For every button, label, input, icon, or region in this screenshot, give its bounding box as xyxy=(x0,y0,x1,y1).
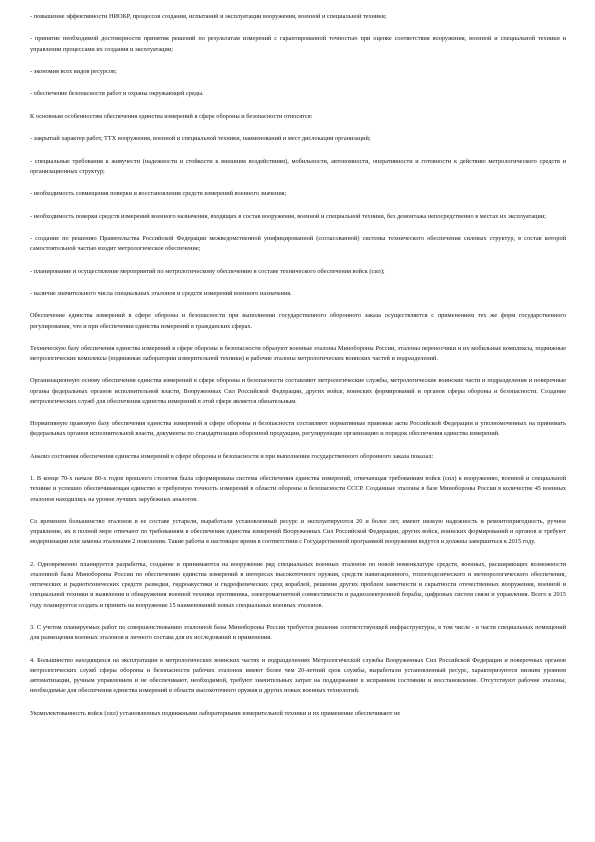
paragraph-bullet-verification-restoration: - необходимость совмещения поверки и восстановления средств измерений военного значения; xyxy=(30,190,287,198)
paragraph-item-2: 2. Одновременно планируется разработка, создание и принимаются на вооружение ряд специальных военных эталонов по новой номенклатуре средств, военных, расширяющих возможности эталонной базы Минобороны России по обеспечению единства измерений в интересах высокоточного оружия, средств навигационного, топогеодезического и метеорологического обеспечения, оптических и радиотехнических средств разведки, гидроакустики и гидрофизических сред кораблей, решения других проблем заметности и скрытности отечественных вооружения, военной и специальной техники и выявления и обнаружения военной техники противника, электромагнитной совместимости и радиоэлектронной борьбы, цифровых систем связи и управления. Всего к 2015 году планируется создать и принять на вооружение 15 наименований новых специальных военных эталонов. xyxy=(30,560,566,609)
paragraph-state-regulation: Обеспечение единства измерений в сфере обороны и безопасности при выполнении государственного оборонного заказа осуществляется с применением тех же форм государственного регулирования, что и при обеспечении единства измерений в гражданских сферах. xyxy=(30,312,566,330)
paragraph-item-3: 3. С учетом планируемых работ по совершенствованию эталонной базы Минобороны России требуется решение соответствующей инфраструктуры, в том числе - в части специальных помещений для размещения военных эталонов и личного состава для их исследований и применения. xyxy=(30,624,566,642)
paragraph-bullet-niokr: - повышение эффективности НИОКР, процессов создания, испытаний и эксплуатации вооружения, военной и специальной техники; xyxy=(30,13,387,20)
paragraph-bullet-planning: - планирование и осуществление мероприятий по метрологическому обеспечению в составе технического обеспечения войск (сил); xyxy=(30,267,385,275)
paragraph-analysis-intro: Анализ состояния обеспечения единства измерений в сфере обороны и безопасности и при выполнении государственного оборонного заказа показал: xyxy=(30,452,434,460)
paragraph-features-intro: К основным особенностям обеспечения единства измерений в сфере обороны и безопасности относятся: xyxy=(30,112,313,120)
paragraph-item-4: 4. Большинство находящихся на эксплуатации в метрологических воинских частях и подразделениях Метрологической службы Вооруженных Сил Российской Федерации и поверочных органов метрологических служб сферы обороны и безопасности рабочих эталонов имеют более чем 20-летний срок службы, выработали установленный ресурс, характеризуются низким уровнем автоматизации, ручным управлением и не обеспечивают, необходимой, требуют значительных затрат на поддержание в исправном состоянии и восстановление. Отсутствуют рабочие эталоны, необходимые для обеспечения единства измерений в области высокоточного оружия и других новых военных технологий. xyxy=(30,656,566,695)
paragraph-legal-base: Нормативную правовую базу обеспечения единства измерений в сфере обороны и безопасности составляют нормативные правовые акты Российской Федерации и уполномоченных на принимать федеральных органов исполнительной власти, документы по стандартизации оборонной продукции, регулирующие организацию и порядок обеспечения единства измерений. xyxy=(30,420,566,438)
paragraph-staffing: Укомплектованность войск (сил) установленных подвижными лабораторными измерительной техники и их применение обеспечивают не xyxy=(30,709,401,717)
paragraph-bullet-closed-nature: - закрытый характер работ, ТТХ вооружения, военной и специальной техники, наименований и мест дислокации организаций; xyxy=(30,135,371,143)
paragraph-bullet-in-place-verification: - необходимость поверки средств измерений военного назначения, входящих в состав вооружения, военной и специальной техники, без демонтажа непосредственно в местах их эксплуатации; xyxy=(30,212,547,220)
paragraph-bullet-resources: - экономия всех видов ресурсов; xyxy=(30,67,117,75)
document-page xyxy=(30,12,566,731)
paragraph-bullet-special-standards: - наличие значительного числа специальных эталонов и средств измерений военного назначения. xyxy=(30,289,292,297)
paragraph-item-1: 1. В конце 70-х начале 80-х годов прошлого столетия была сформирована система обеспечения единства измерений, отвечающая требованиям войск (сил) к вооружению, военной и специальной технике и успешно обеспечивающая единство и требуемую точность измерений в области обороны и безопасности СССР. Созданные эталоны в базе Минобороны России в количестве 45 военных эталонов находились на уровне лучших зарубежных аналогов. xyxy=(30,475,566,503)
paragraph-organizational-base: Организационную основу обеспечения единства измерений в сфере обороны и безопасности составляют метрологические службы, метрологические воинские части и подразделения и поверочные органы федеральных органов исполнительной власти, Вооруженных Сил Российской Федерации, других войск, воинских формирований и органов сферы обороны и безопасности. Создание метрологических служб для обеспечения единства измерений в этой сфере является обязательным. xyxy=(30,377,566,405)
paragraph-bullet-government-decision: - создание по решению Правительства Российской Федерации межведомственной унифицированной (согласованной) системы технического обеспечения силовых структур, в состав которой самостоятельной частью входит метрологическое обеспечение; xyxy=(30,234,566,253)
paragraph-bullet-decisions: - принятие необходимой достоверности принятия решений по результатам измерений с гарантированной точностью при оценке соответствия вооружения, военной и специальной техники и управлении процессами их создания и эксплуатации; xyxy=(30,35,566,53)
paragraph-bullet-survivability: - специальные требования к живучести (надежности и стойкости к внешним воздействиям), мобильности, автономности, оперативности и готовности к действию метрологического средств и организационных структур; xyxy=(30,157,566,175)
paragraph-bullet-safety: - обеспечение безопасности работ и охраны окружающей среды. xyxy=(30,90,204,98)
paragraph-technical-base: Техническую базу обеспечения единства измерений в сфере обороны и безопасности образуют военные эталоны Минобороны России, эталоны переносчики и их мобильные комплексы, подвижные метрологические комплексы (подвижные лаборатории измерительной техники) и рабочие эталоны метрологических воинских частей и подразделений. xyxy=(30,344,566,363)
paragraph-standards-aging: Со временем большинство эталонов в ее составе устарели, выработали установленный ресурс и эксплуатируются 20 и более лет, имеют низкую надежность и ремонтопригодность, ручное управление, их в полной мере отвечают по требованиям в обеспечении единства измерений Вооруженных Сил Российской Федерации, других войск, воинских формирований и органов и требуют модернизации или замены эталонами 2 поколения. Такие работы в настоящее время в соответствии с Государственной программой вооружения ведутся и должны завершиться к 2015 году. xyxy=(30,518,566,546)
